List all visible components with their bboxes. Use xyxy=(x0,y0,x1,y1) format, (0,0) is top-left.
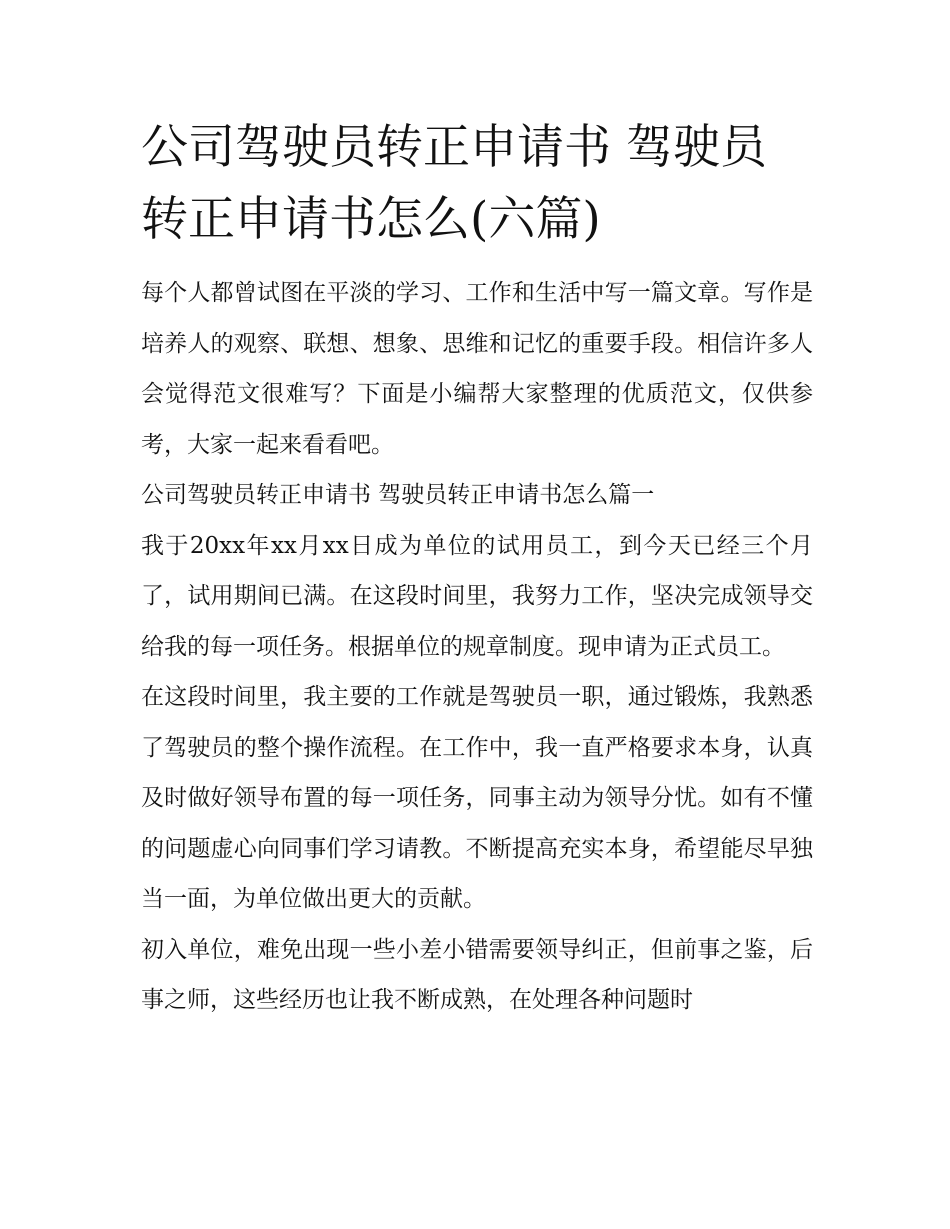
paragraph-probation: 我于20xx年xx月xx日成为单位的试用员工，到今天已经三个月了，试用期间已满。在这段时间里，我努力工作，坚决完成领导交给我的每一项任务。根据单位的规章制度。现申请为正式员工。 xyxy=(141,532,813,660)
paragraph-intro: 每个人都曾试图在平淡的学习、工作和生活中写一篇文章。写作是培养人的观察、联想、想象、思维和记忆的重要手段。相信许多人会觉得范文很难写？下面是小编帮大家整理的优质范文，仅供参考，大家一起来看看吧。 xyxy=(141,280,813,458)
paragraph-growth: 初入单位，难免出现一些小差小错需要领导纠正，但前事之鉴，后事之师，这些经历也让我不断成熟，在处理各种问题时 xyxy=(141,936,813,1013)
document-title: 公司驾驶员转正申请书 驾驶员转正申请书怎么(六篇) xyxy=(141,120,767,247)
document-page xyxy=(141,112,813,1026)
section-heading-1: 公司驾驶员转正申请书 驾驶员转正申请书怎么篇一 xyxy=(141,482,655,508)
paragraph-work-duties: 在这段时间里，我主要的工作就是驾驶员一职，通过锻炼，我熟悉了驾驶员的整个操作流程。在工作中，我一直严格要求本身，认真及时做好领导布置的每一项任务，同事主动为领导分忧。如有不懂的问题虚心向同事们学习请教。不断提高充实本身，希望能尽早独当一面，为单位做出更大的贡献。 xyxy=(141,684,813,912)
